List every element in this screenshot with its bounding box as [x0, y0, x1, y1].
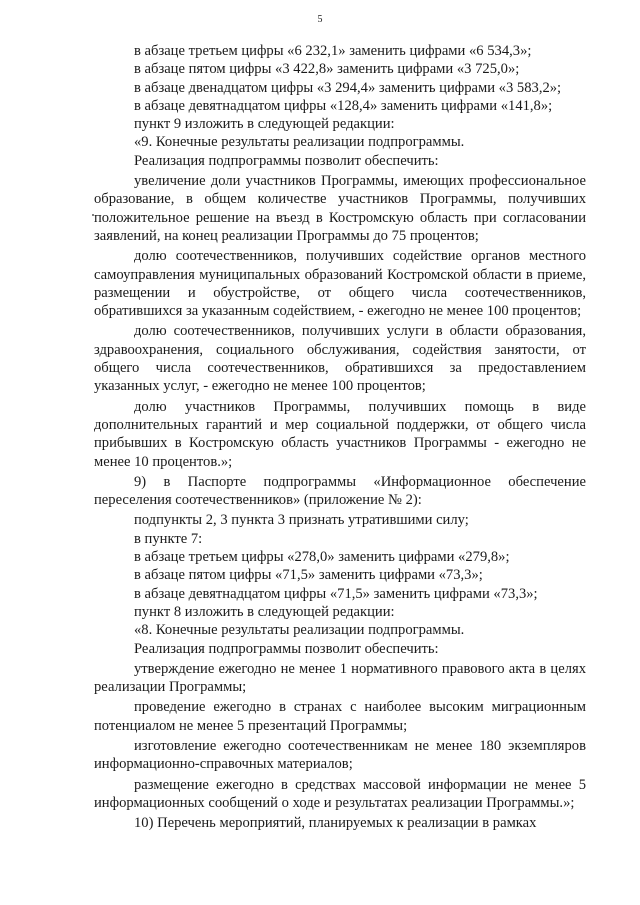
text-line: в абзаце девятнадцатом цифры «71,5» заменить цифрами «73,3»; [134, 585, 538, 602]
paragraph: увеличение доли участников Программы, имеющих профессиональное образование, в общем количестве участников Программы, получивших положительное решение на въезд в Костромскую область при согласовании заявлений, на конец реализации Программы до 75 процентов; [94, 173, 586, 244]
text-line: в пункте 7: [134, 530, 203, 547]
text-line: в абзаце третьем цифры «6 232,1» заменить цифрами «6 534,3»; [134, 43, 532, 59]
text-line: пункт 9 изложить в следующей редакции: [134, 116, 395, 133]
text-line: «8. Конечные результаты реализации подпрограммы. [134, 622, 465, 639]
paragraph: 10) Перечень мероприятий, планируемых к реализации в рамках [134, 815, 537, 832]
paragraph: размещение ежегодно в средствах массовой информации не менее 5 информационных сообщений о ходе и результатах реализации Программы.»; [94, 776, 586, 811]
text-line: в абзаце двенадцатом цифры «3 294,4» заменить цифрами «3 583,2»; [134, 79, 562, 96]
paragraph: изготовление ежегодно соотечественникам не менее 180 экземпляров информационно-справочных материалов; [94, 737, 586, 773]
text-line: «9. Конечные результаты реализации подпрограммы. [134, 134, 465, 151]
paragraph: проведение ежегодно в странах с наиболее высоким миграционным потенциалом не менее 5 презентаций Программы; [94, 699, 586, 734]
page-number: 5 [317, 14, 323, 25]
paragraph: утверждение ежегодно не менее 1 нормативного правового акта в целях реализации Программы; [94, 660, 586, 696]
text-line: в абзаце пятом цифры «3 422,8» заменить цифрами «3 725,0»; [134, 61, 520, 78]
text-line: в абзаце пятом цифры «71,5» заменить цифрами «73,3»; [134, 567, 483, 584]
paragraph: долю участников Программы, получивших помощь в виде дополнительных гарантий и мер социальной поддержки, от общего числа прибывших в Костромскую область участников Программы - ежегодно не менее 10 процентов.»; [94, 398, 586, 470]
document-body [94, 42, 586, 832]
text-line: Реализация подпрограммы позволит обеспечить: [134, 640, 439, 657]
paragraph: 9) в Паспорте подпрограммы «Информационное обеспечение переселения соотечественников» (приложение № 2): [94, 473, 586, 509]
text-line: в абзаце девятнадцатом цифры «128,4» заменить цифрами «141,8»; [134, 97, 553, 114]
paragraph: долю соотечественников, получивших услуги в области образования, здравоохранения, социального обслуживания, содействия занятости, от общего числа соотечественников, обратившихся за предоставлением указанных услуг, - ежегодно не менее 100 процентов; [94, 323, 586, 395]
text-line: в абзаце третьем цифры «278,0» заменить цифрами «279,8»; [134, 549, 510, 566]
text-line: Реализация подпрограммы позволит обеспечить: [134, 152, 439, 169]
text-line: подпункты 2, 3 пункта 3 признать утратившими силу; [134, 512, 469, 529]
text-line: пункт 8 изложить в следующей редакции: [134, 603, 395, 620]
paragraph: долю соотечественников, получивших содействие органов местного самоуправления муниципальных образований Костромской области в приеме, размещении и обустройстве, от общего числа соотечественников, обратившихся за указанным содействием, - ежегодно не менее 100 процентов; [94, 248, 586, 320]
